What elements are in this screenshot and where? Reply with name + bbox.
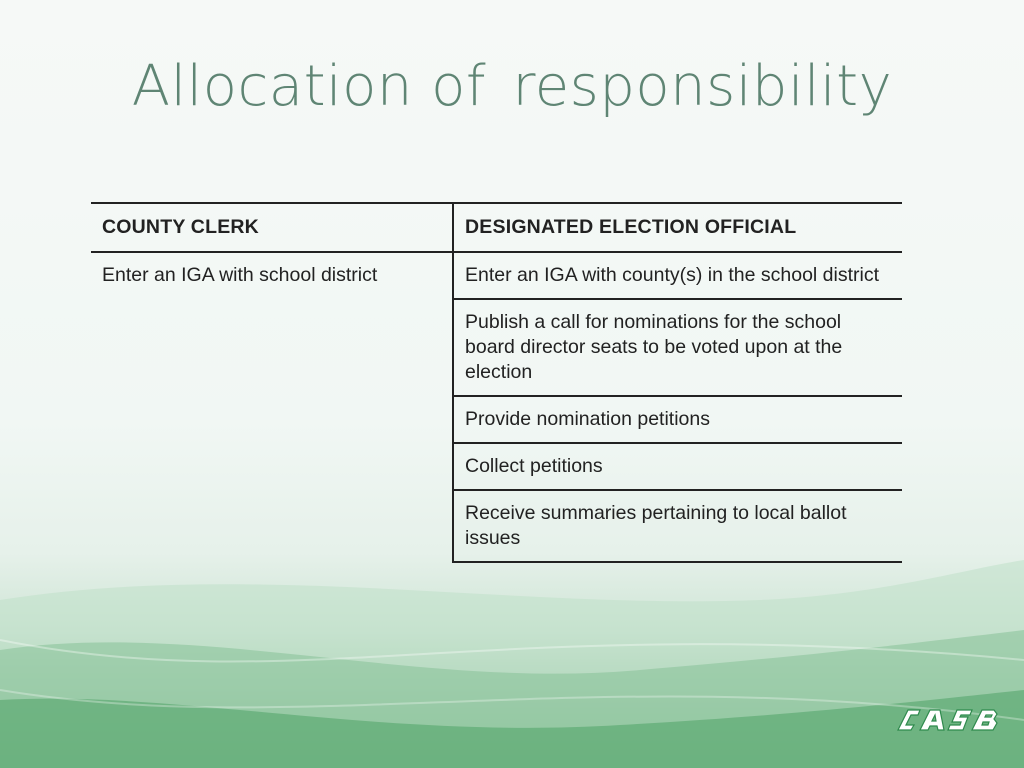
official-duty-1: Enter an IGA with county(s) in the school district <box>465 264 880 286</box>
official-duty-2: Publish a call for nominations for the school board director seats to be voted upon at the election <box>453 299 902 396</box>
slide-title-part-2: responsibility <box>512 54 893 119</box>
slide-title <box>0 54 1024 119</box>
official-duty-3: Provide nomination petitions <box>453 396 902 443</box>
header-county-clerk: COUNTY CLERK <box>91 203 453 252</box>
table-header-row <box>91 203 902 252</box>
official-duty-5: Receive summaries pertaining to local ballot issues <box>453 490 902 562</box>
official-duty-4: Collect petitions <box>453 443 902 490</box>
casb-logo-text: CASB <box>946 738 950 739</box>
casb-logo-icon <box>894 700 1002 740</box>
table-row <box>91 252 902 299</box>
slide-title-part-1: Allocation of <box>131 54 487 119</box>
header-designated-election-official: DESIGNATED ELECTION OFFICIAL <box>453 203 902 252</box>
county-clerk-cell: Enter an IGA with school district <box>91 252 453 562</box>
responsibility-table <box>91 202 902 563</box>
